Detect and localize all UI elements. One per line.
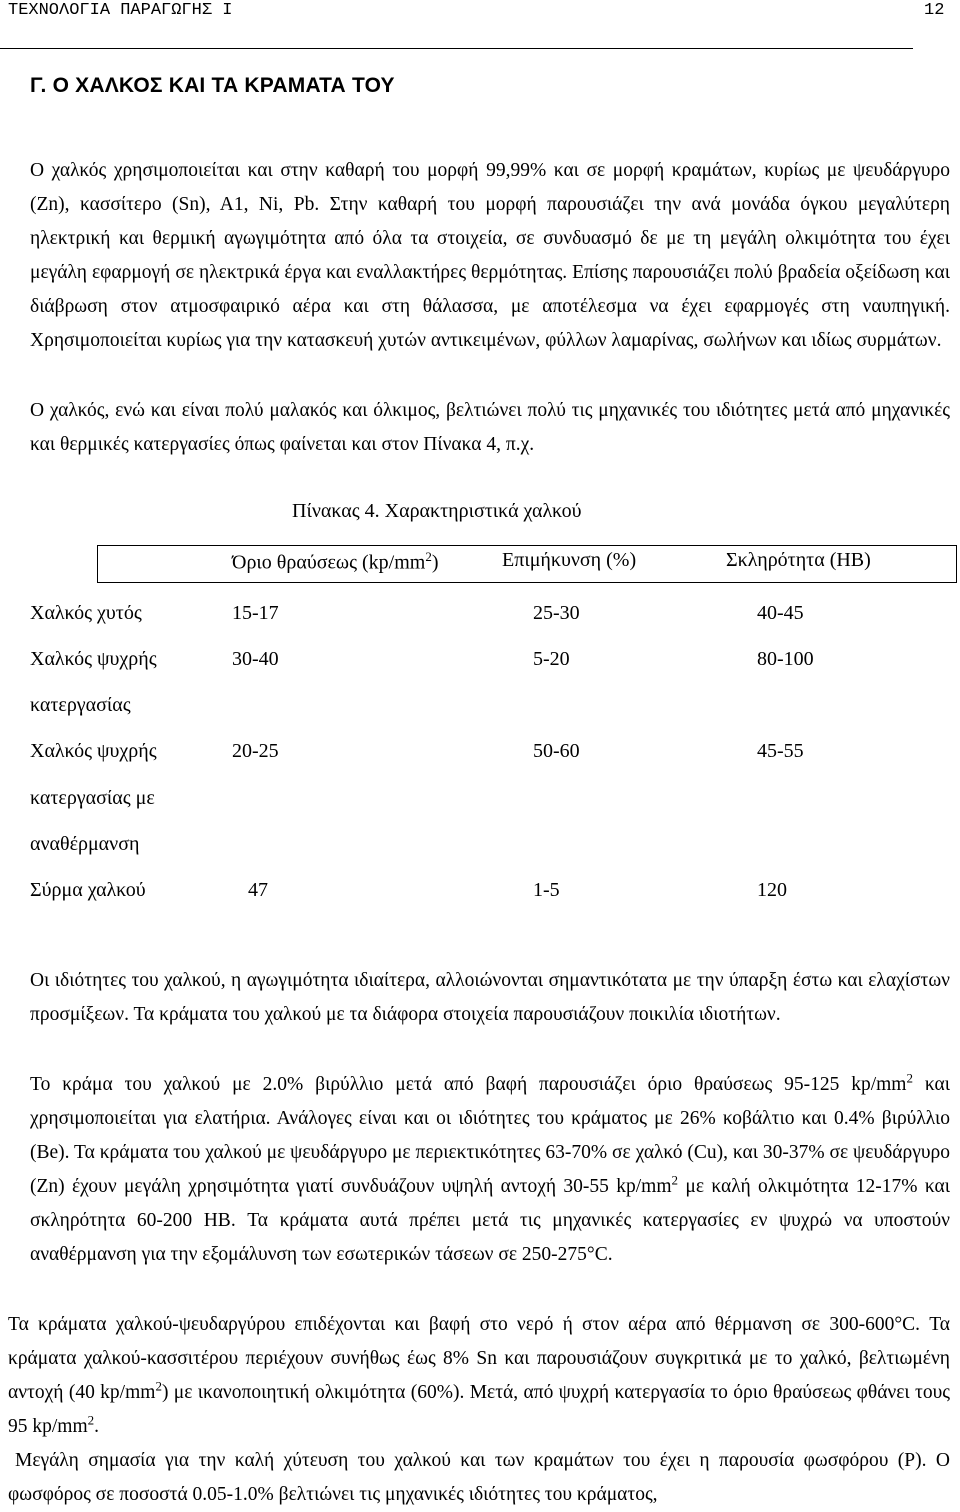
- row-name: Χαλκός ψυχρής: [30, 648, 157, 670]
- cell-strength: 47: [248, 879, 268, 901]
- second-paragraph: Ο χαλκός, ενώ και είναι πολύ μαλακός και όλκιμος, βελτιώνει πολύ τις μηχανικές του ιδιότητες μετά από μηχανικές και θερμικές κατεργασίες όπως φαίνεται και στον Πίνακα 4, π.χ.: [30, 400, 950, 455]
- row-name: Σύρμα χαλκού: [30, 879, 146, 901]
- header-rule: [0, 48, 913, 49]
- table-caption: Πίνακας 4. Χαρακτηριστικά χαλκού: [292, 500, 582, 522]
- impurities-paragraph: Οι ιδιότητες του χαλκού, η αγωγιμότητα ιδιαίτερα, αλλοιώνονται σημαντικότατα με την ύπαρξη έστω και ελαχίστων προσμίξεων. Τα κράματα του χαλκού με τα διάφορα στοιχεία παρουσιάζουν ποικιλία ιδιοτήτων.: [30, 970, 950, 1025]
- row-name-cont: αναθέρμανση: [30, 833, 140, 855]
- row-name-cont: κατεργασίας με: [30, 787, 155, 809]
- row-name: Χαλκός ψυχρής: [30, 740, 157, 762]
- header-strength: Όριο θραύσεως $(kp/mm^2)$: [232, 549, 439, 574]
- cell-elongation: 5-20: [533, 648, 570, 670]
- cell-elongation: 25-30: [533, 602, 580, 624]
- intro-paragraph: Ο χαλκός χρησιμοποιείται και στην καθαρή του μορφή 99,99% και σε μορφή κραμάτων, κυρίως με ψευδάργυρο (Zn), κασσίτερο (Sn), Α1, Ni, Pb. Στην καθαρή του μορφή παρουσιάζει την ανά μονάδα όγκου μεγαλύτερη ηλεκτρική και θερμική αγωγιμότητα από όλα τα στοιχεία, σε συνδυασμό δε με τη μεγάλη ολκιμότητα του έχει μεγάλη εφαρμογή σε ηλεκτρικά έργα και εναλλακτήρες θερμότητας. Επίσης παρουσιάζει πολύ βραδεία οξείδωση και διάβρωση στον ατμοσφαιρικό αέρα και στη θάλασσα, με αποτέλεσμα να έχει εφαρμογές στη ναυπηγική. Χρησιμοποιείται κυρίως για την κατασκευή χυτών αντικειμένων, φύλλων λαμαρίνας, σωλήνων και ιδίως συρμάτων.: [30, 160, 950, 351]
- cell-elongation: 1-5: [533, 879, 560, 901]
- header-hardness: Σκληρότητα (ΗΒ): [726, 549, 871, 571]
- beryllium-paragraph: Το κράμα του χαλκού με 2.0% βιρύλλιο μετά από βαφή παρουσιάζει όριο θραύσεως 95-125 $kp/mm^2$ και χρησιμοποιείται για ελατήρια. Ανάλογες είναι και οι ιδιότητες του κράματος με 26% κοβάλτιο και 0.4% βιρύλλιο (Be). Τα κράματα του χαλκού με ψευδάργυρο με περιεκτικότητες 63-70% σε χαλκό (Cu), και 30-37% σε ψευδάργυρο (Zn) έχουν μεγάλη χρησιμότητα γιατί συνδυάζουν υψηλή αντοχή 30-55 $kp/mm^2$ με καλή ολκιμότητα 12-17% και σκληρότητα 60-200 HB. Τα κράματα αυτά πρέπει μετά τις μηχανικές κατεργασίες εν ψυχρώ να υποστούν αναθέρμανση για την εξομάλυνση των εσωτερικών τάσεων σε 250-275°C.: [30, 1070, 950, 1265]
- cell-hardness: 45-55: [757, 740, 804, 762]
- running-header-title: ΤΕΧΝΟΛΟΓΙΑ ΠΑΡΑΓΩΓΗΣ Ι: [8, 1, 233, 20]
- page-number: 12: [924, 1, 945, 20]
- header-elongation: Επιμήκυνση (%): [502, 549, 637, 571]
- cell-hardness: 40-45: [757, 602, 804, 624]
- cell-hardness: 80-100: [757, 648, 814, 670]
- cell-strength: 30-40: [232, 648, 279, 670]
- cell-strength: 20-25: [232, 740, 279, 762]
- section-title: Γ. Ο ΧΑΛΚΟΣ ΚΑΙ ΤΑ ΚΡΑΜΑΤΑ ΤΟΥ: [30, 74, 395, 97]
- row-name-cont: κατεργασίας: [30, 694, 131, 716]
- cell-hardness: 120: [757, 879, 787, 901]
- cell-strength: 15-17: [232, 602, 279, 624]
- cell-elongation: 50-60: [533, 740, 580, 762]
- quench-paragraph: Τα κράματα χαλκού-ψευδαργύρου επιδέχονται και βαφή στο νερό ή στον αέρα από θέρμανση σε 300-600°C. Τα κράματα χαλκού-κασσιτέρου περιέχουν συνήθως έως 8% Sn και παρουσιάζουν συγκριτικά με το χαλκό, βελτιωμένη αντοχή (40 $kp/mm^2$) με ικανοποιητική ολκιμότητα (60%). Μετά, από ψυχρή κατεργασία το όριο θραύσεως φθάνει τους 95 $kp/mm^2$.: [8, 1314, 950, 1437]
- row-name: Χαλκός χυτός: [30, 602, 142, 624]
- phosphorus-paragraph: Μεγάλη σημασία για την καλή χύτευση του χαλκού και των κραμάτων του έχει η παρουσία φωσφόρου (P). Ο φωσφόρος σε ποσοστά 0.05-1.0% βελτιώνει τις μηχανικές ιδιότητες του κράματος,: [8, 1450, 950, 1505]
